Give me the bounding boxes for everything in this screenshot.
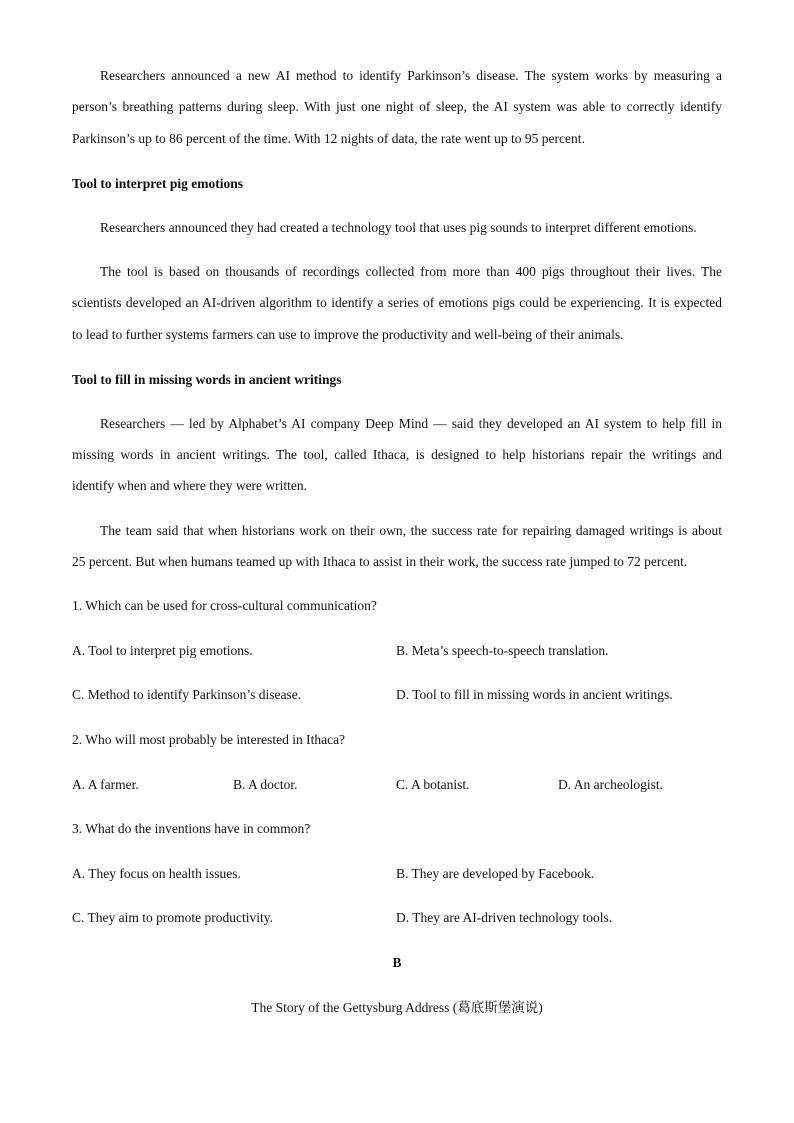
q1-option-a: A. Tool to interpret pig emotions.: [72, 643, 253, 658]
q3-option-a: A. They focus on health issues.: [72, 866, 241, 881]
q2-option-a: A. A farmer.: [72, 777, 139, 792]
section-b-label: B: [392, 955, 402, 970]
ancient-p1-line-2: missing words in ancient writings. The tool, called Ithaca, is designed to help historians repair the writings and: [72, 447, 722, 462]
pig-p2-line-1: The tool is based on thousands of recordings collected from more than 400 pigs throughout their lives. The: [100, 264, 722, 279]
q3-option-b: B. They are developed by Facebook.: [396, 866, 595, 881]
q3-option-d: D. They are AI-driven technology tools.: [396, 910, 613, 925]
parkinsons-line-2: person’s breathing patterns during sleep. With just one night of sleep, the AI system was able to correctly identify: [72, 99, 722, 114]
ancient-p2-line-2: 25 percent. But when humans teamed up with Ithaca to assist in their work, the success rate jumped to 72 percent.: [72, 554, 688, 569]
q2-option-d: D. An archeologist.: [558, 777, 663, 792]
parkinsons-line-1: Researchers announced a new AI method to identify Parkinson’s disease. The system works by measuring a: [100, 68, 722, 83]
pig-p2-line-3: to lead to further systems farmers can use to improve the productivity and well-being of their animals.: [72, 327, 624, 342]
pig-paragraph-1: Researchers announced they had created a technology tool that uses pig sounds to interpret different emotions.: [100, 220, 697, 235]
q1-option-d: D. Tool to fill in missing words in ancient writings.: [396, 687, 673, 702]
ancient-p1-line-1: Researchers — led by Alphabet’s AI company Deep Mind — said they developed an AI system to help fill in: [100, 416, 722, 431]
section-b-title: The Story of the Gettysburg Address (葛底斯堡演说): [251, 1000, 543, 1015]
pig-heading: Tool to interpret pig emotions: [72, 176, 243, 191]
question-1-stem: 1. Which can be used for cross-cultural communication?: [72, 598, 377, 613]
q2-option-c: C. A botanist.: [396, 777, 470, 792]
ancient-heading: Tool to fill in missing words in ancient writings: [72, 372, 342, 387]
q2-option-b: B. A doctor.: [233, 777, 298, 792]
q3-option-c: C. They aim to promote productivity.: [72, 910, 273, 925]
question-2-stem: 2. Who will most probably be interested in Ithaca?: [72, 732, 346, 747]
ancient-p1-line-3: identify when and where they were written.: [72, 478, 308, 493]
q1-option-c: C. Method to identify Parkinson’s disease.: [72, 687, 302, 702]
q1-option-b: B. Meta’s speech-to-speech translation.: [396, 643, 609, 658]
parkinsons-line-3: Parkinson’s up to 86 percent of the time. With 12 nights of data, the rate went up to 95 percent.: [72, 131, 585, 146]
ancient-p2-line-1: The team said that when historians work on their own, the success rate for repairing damaged writings is about: [100, 523, 722, 538]
question-3-stem: 3. What do the inventions have in common?: [72, 821, 311, 836]
pig-p2-line-2: scientists developed an AI-driven algorithm to identify a series of emotions pigs could be experiencing. It is expected: [72, 295, 722, 310]
